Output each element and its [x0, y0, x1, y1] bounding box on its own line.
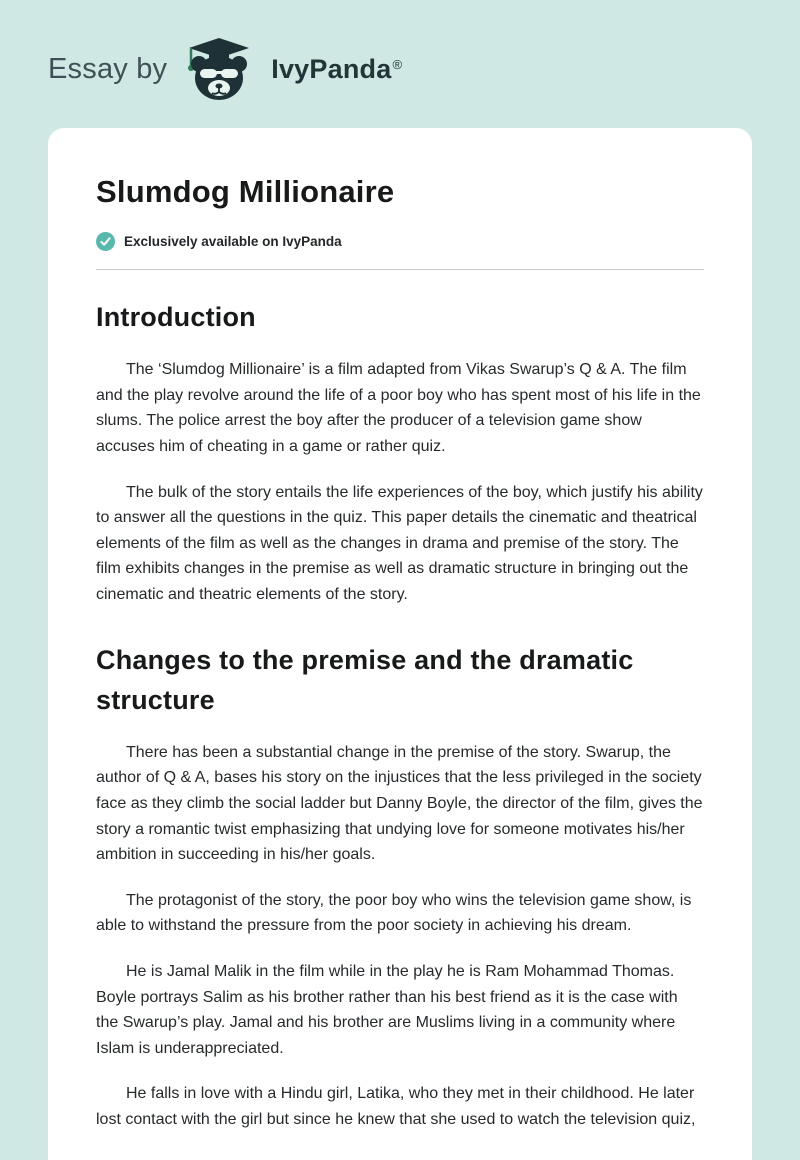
- section-heading-changes: Changes to the premise and the dramatic structure: [96, 645, 634, 715]
- essay-by-label: Essay by: [48, 52, 168, 85]
- essay-title: Slumdog Millionaire: [96, 174, 395, 209]
- divider: [96, 269, 704, 270]
- paragraph: There has been a substantial change in the premise of the story. Swarup, the author of Q & A, bases his story on the injustices that the less privileged in the society face as they climb the social ladder but Danny Boyle, the director of the film, gives the story a romantic twist emphasizing that undying love for someone motivates his/her ambition in succeeding in his/her goals.: [96, 743, 703, 864]
- paragraph: The bulk of the story entails the life experiences of the boy, which justify his ability to answer all the questions in the quiz. This paper details the cinematic and theatrical elements of the film as well as the changes in drama and premise of the story. The film exhibits changes in the premise as well as dramatic structure in bringing out the cinematic and theatric elements of the story.: [96, 483, 703, 603]
- paragraph: He falls in love with a Hindu girl, Latika, who they met in their childhood. He later lost contact with the girl but since he knew that she used to watch the television quiz,: [96, 1085, 696, 1128]
- paragraph: He is Jamal Malik in the film while in the play he is Ram Mohammad Thomas. Boyle portrays Salim as his brother rather than his best friend as it is the case with the Swarup’s play. Jamal and his brother are Muslims living in a community where Islam is underappreciated.: [96, 962, 678, 1057]
- check-icon: [96, 232, 115, 251]
- essay-card: [48, 128, 752, 1160]
- ivypanda-panda-logo-icon: [183, 36, 255, 102]
- availability-badge-text: Exclusively available on IvyPanda: [124, 234, 342, 249]
- availability-badge: [96, 232, 704, 251]
- registered-mark: ®: [392, 56, 403, 72]
- paragraph: The ‘Slumdog Millionaire’ is a film adapted from Vikas Swarup’s Q & A. The film and the play revolve around the life of a poor boy who has spent most of his life in the slums. The police arrest the boy after the producer of a television game show accuses him of cheating in a game or rather quiz.: [96, 361, 701, 455]
- site-header: [0, 0, 800, 128]
- section-heading-introduction: Introduction: [96, 302, 256, 332]
- brand-name: IvyPanda ®: [271, 53, 403, 84]
- paragraph: The protagonist of the story, the poor boy who wins the television game show, is able to withstand the pressure from the poor society in achieving his dream.: [96, 891, 692, 935]
